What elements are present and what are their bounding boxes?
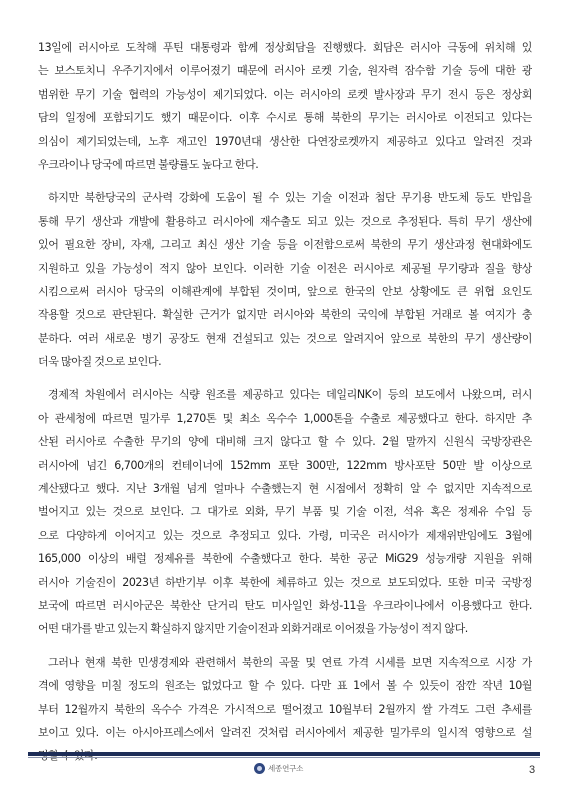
text-line: 러시아에 넘긴 6,700개의 컨테이너에 152mm 포탄 300만, 122mm 방사포탄 50만 발 이상으로 (38, 458, 532, 472)
text-line: 부터 12월까지 북한의 옥수수 가격은 가시적으로 떨어졌고 10월부터 2월까지 쌀 가격도 그런 추세를 (38, 702, 532, 716)
text-line: 분하다. 여러 새로운 병기 공장도 현재 건설되고 있는 것으로 알려지어 앞으로 북한의 무기 생산량이 (38, 331, 532, 345)
text-line: 어떤 대가를 받고 있는지 확실하지 않지만 기술이전과 외화거래로 이어졌을 가능성이 적지 않다. (38, 622, 468, 636)
text-line: 지원하고 있을 가능성이 적지 않아 보인다. 이러한 기술 이전은 러시아로 제공될 무기량과 질을 향상 (38, 261, 532, 275)
text-line: 는 보스토치니 우주기지에서 이루어졌기 때문에 러시아 로켓 기술, 원자력 잠수함 기술 등에 대한 광 (38, 64, 532, 78)
logo-icon (254, 763, 265, 774)
logo-text: 세종연구소 (268, 764, 304, 773)
text-line: 러시아 기술진이 2023년 하반기부 이후 북한에 체류하고 있는 것으로 보도되었다. 또한 미국 국방정 (38, 575, 532, 589)
paragraph-4 (38, 651, 532, 768)
text-line: 있어 필요한 장비, 자재, 그리고 최신 생산 기술 등을 이전함으로써 북한의 무기 생산과정 현대화에도 (38, 238, 532, 252)
text-line: 우크라이나 당국에 따르면 불량률도 높다고 한다. (38, 157, 259, 171)
text-line: 의심이 제기되었는데, 노후 재고인 1970년대 생산한 다연장로켓까지 제공하고 있다고 알려진 것과 (38, 134, 532, 148)
paragraph-2 (38, 186, 532, 373)
text-line: 계산됐다고 했다. 지난 3개월 넘게 얼마나 수출했는지 현 시점에서 정확히 알 수 없지만 지속적으로 (38, 482, 532, 496)
text-line: 시킴으로써 러시아 당국의 이해관계에 부합된 것이며, 앞으로 한국의 안보 상황에도 큰 위협 요인도 (38, 284, 532, 298)
page-number: 3 (529, 764, 536, 776)
text-line: 으로 다양하게 이어지고 있는 것으로 추정되고 있다. 가령, 미국은 러시아가 제재위반임에도 3월에 (38, 528, 532, 542)
text-line: 13일에 러시아로 도착해 푸틴 대통령과 함께 정상회담을 진행했다. 회담은 러시아 극동에 위치해 있 (38, 41, 532, 54)
text-line: 보국에 따르면 러시아군은 북한산 단거리 탄도 미사일인 화성-11을 우크라이나에서 이용했다고 한다. (38, 598, 532, 612)
text-line: 산된 러시아로 수출한 무기의 양에 대비해 크지 않다고 할 수 있다. 2월 말까지 신원식 국방장관은 (38, 435, 532, 449)
footer-divider-thin (28, 757, 540, 758)
footer-logo (254, 763, 303, 774)
text-line: 보이고 있다. 이는 아시아프레스에서 알려진 것처럼 러시아에서 제공한 밀가루의 일시적 영향으로 설 (38, 725, 532, 739)
text-line: 작용할 것으로 판단된다. 확실한 근거가 없지만 러시아와 북한의 국익에 부합된 거래로 볼 여지가 충 (38, 308, 532, 322)
paragraph-1 (38, 36, 532, 176)
text-line: 벌어지고 있는 것으로 보인다. 그 대가로 외화, 무기 부품 및 기술 이전, 석유 혹은 정제유 수입 등 (38, 505, 532, 519)
text-line: 165,000 이상의 배럴 정제유를 북한에 수출했다고 한다. 북한 공군 MiG29 성능개량 지원을 위해 (38, 552, 532, 566)
text-line: 범위한 무기 기술 협력의 가능성이 제기되었다. 이는 러시아의 로켓 발사장과 무기 전시 등은 정상회 (38, 87, 532, 101)
paragraph-3 (38, 383, 532, 640)
text-line: 통해 무기 생산과 개발에 활용하고 러시아에 재수출도 되고 있는 것으로 추정된다. 특히 무기 생산에 (38, 214, 532, 228)
text-line: 담의 일정에 포함되기도 했기 때문이다. 이후 수시로 통해 북한의 무기는 러시아로 이전되고 있다는 (38, 111, 532, 125)
text-line: 아 관세청에 따르면 밀가루 1,270톤 및 최소 옥수수 1,000톤을 수출로 제공했다고 한다. 하지만 추 (38, 411, 532, 425)
document-body (38, 36, 532, 778)
text-line: 경제적 차원에서 러시아는 식량 원조를 제공하고 있다는 데일리NK이 등의 보도에서 나왔으며, 러시 (48, 388, 532, 402)
text-line: 격에 영향을 미칠 정도의 원조는 없었다고 할 수 있다. 다만 표 1에서 볼 수 있듯이 잠깐 작년 10월 (38, 679, 532, 693)
text-line: 하지만 북한당국의 군사력 강화에 도움이 될 수 있는 기술 이전과 첨단 무기용 반도체 등도 반입을 (48, 191, 532, 205)
text-line: 그러나 현재 북한 민생경제와 관련해서 북한의 곡물 및 연료 가격 시세를 보면 지속적으로 시장 가 (48, 655, 532, 669)
footer-divider (28, 752, 540, 756)
text-line: 더욱 많아질 것으로 보인다. (38, 355, 162, 369)
